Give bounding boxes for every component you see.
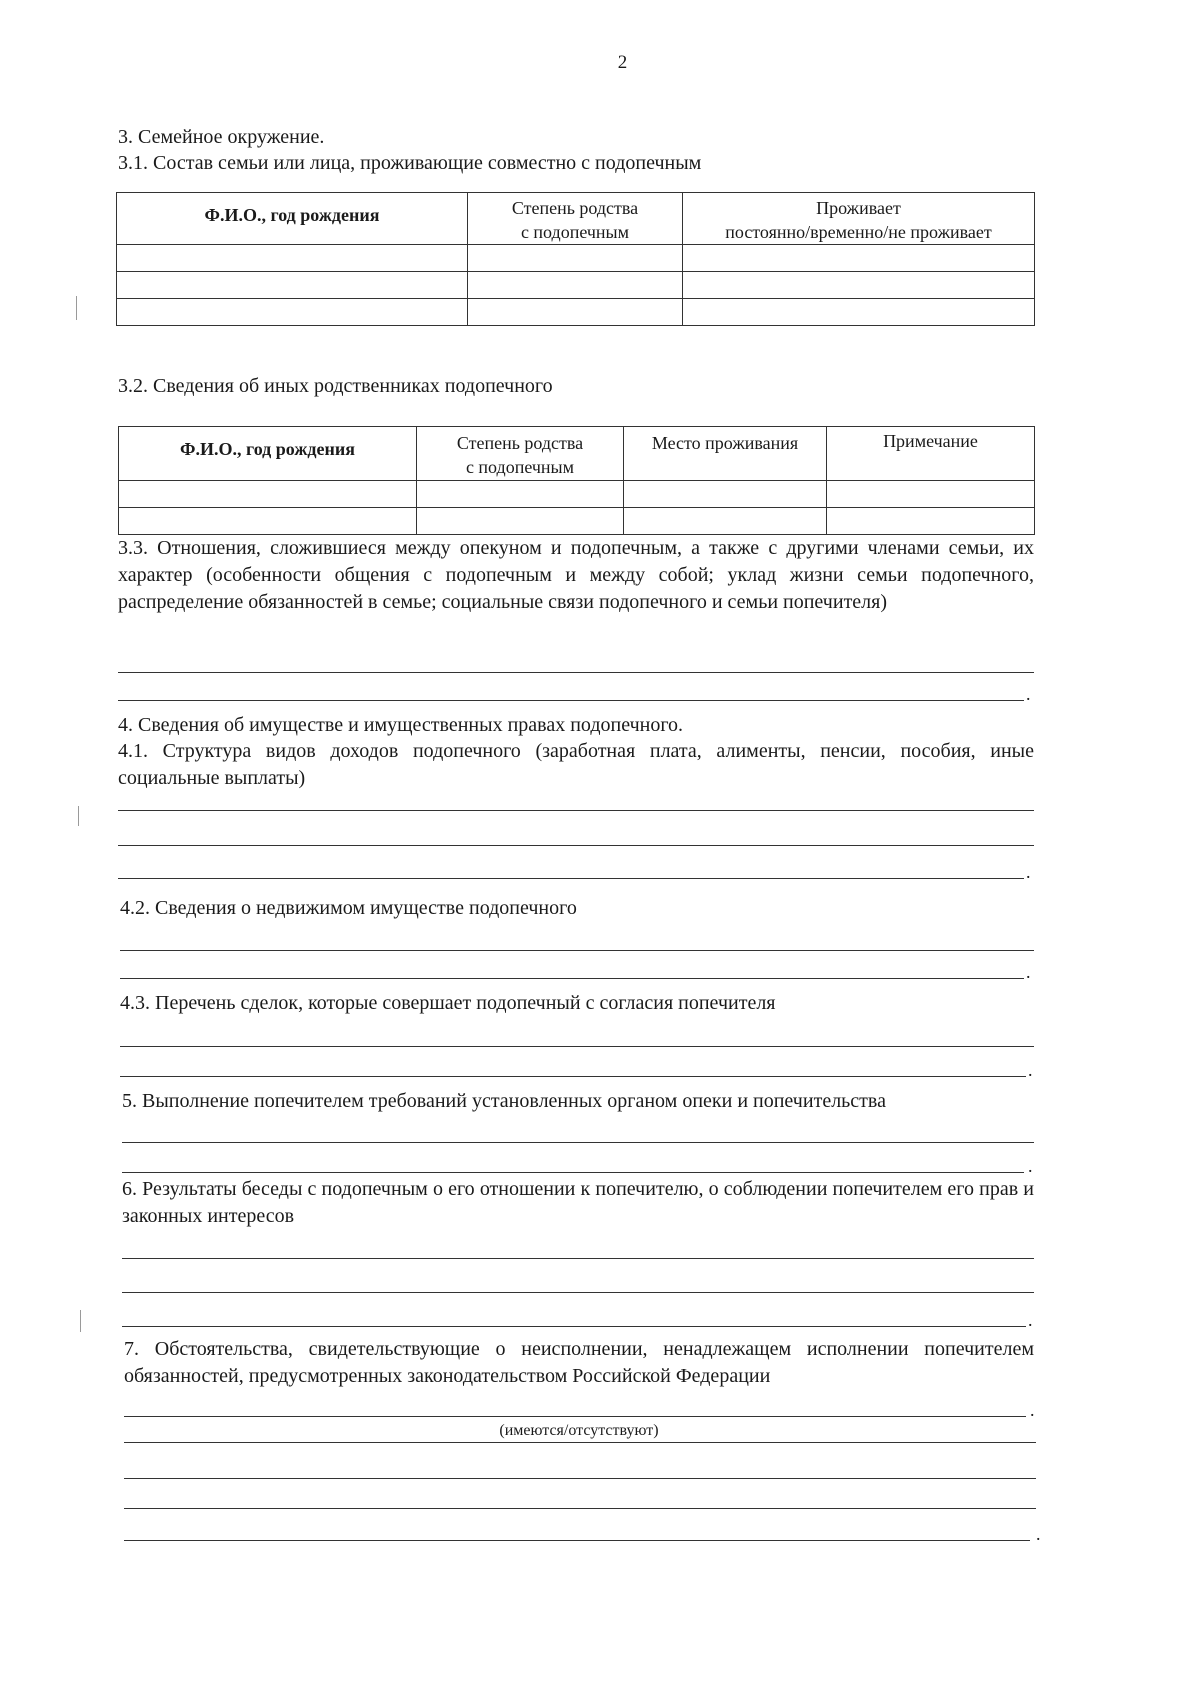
answer-line[interactable] bbox=[122, 1172, 1024, 1173]
table1-header-relation: Степень родства с подопечным bbox=[468, 193, 683, 245]
answer-line[interactable] bbox=[124, 1416, 1026, 1417]
section-3-1-title: 3.1. Состав семьи или лица, проживающие совместно с подопечным bbox=[118, 152, 702, 174]
table2-header-address: Место проживания bbox=[624, 427, 827, 481]
answer-line[interactable] bbox=[120, 978, 1024, 979]
table-cell[interactable] bbox=[417, 481, 624, 508]
answer-line[interactable] bbox=[118, 810, 1034, 811]
answer-line[interactable] bbox=[124, 1508, 1036, 1509]
table-cell[interactable] bbox=[683, 272, 1035, 299]
line-end-period: . bbox=[1026, 862, 1031, 882]
scan-mark bbox=[78, 806, 79, 826]
table-cell[interactable] bbox=[468, 245, 683, 272]
answer-line[interactable] bbox=[118, 845, 1034, 846]
answer-line[interactable] bbox=[118, 672, 1034, 673]
table2-header-name: Ф.И.О., год рождения bbox=[119, 427, 417, 481]
scan-mark bbox=[80, 1310, 81, 1332]
table-cell[interactable] bbox=[827, 481, 1035, 508]
section-4-3-title: 4.3. Перечень сделок, которые совершает подопечный с согласия попечителя bbox=[120, 992, 776, 1014]
table-cell[interactable] bbox=[117, 245, 468, 272]
answer-line[interactable] bbox=[122, 1292, 1034, 1293]
section-3-2-title: 3.2. Сведения об иных родственниках подопечного bbox=[118, 375, 553, 397]
table2-header-relation: Степень родства с подопечным bbox=[417, 427, 624, 481]
table-row bbox=[119, 508, 1035, 535]
section-7-text: 7. Обстоятельства, свидетельствующие о неисполнении, ненадлежащем исполнении попечителем обязанностей, предусмотренных законодательством Российской Федерации bbox=[124, 1338, 1034, 1387]
table-cell[interactable] bbox=[117, 299, 468, 326]
table-cell[interactable] bbox=[417, 508, 624, 535]
scan-mark bbox=[76, 296, 77, 320]
line-end-period: . bbox=[1026, 684, 1031, 704]
table-row bbox=[117, 272, 1035, 299]
table-cell[interactable] bbox=[827, 508, 1035, 535]
table-row bbox=[117, 299, 1035, 326]
table-cell[interactable] bbox=[624, 481, 827, 508]
section-4-2-title: 4.2. Сведения о недвижимом имуществе подопечного bbox=[120, 897, 577, 919]
answer-line[interactable] bbox=[120, 1046, 1034, 1047]
line-end-period: . bbox=[1028, 1156, 1033, 1176]
table-cell[interactable] bbox=[119, 481, 417, 508]
answer-line[interactable] bbox=[124, 1442, 1036, 1443]
answer-line[interactable] bbox=[118, 700, 1024, 701]
page-number: 2 bbox=[617, 52, 628, 73]
answer-line[interactable] bbox=[122, 1326, 1026, 1327]
answer-line[interactable] bbox=[118, 878, 1024, 879]
section-5-title: 5. Выполнение попечителем требований установленных органом опеки и попечительства bbox=[122, 1090, 886, 1112]
table2-header-note: Примечание bbox=[827, 427, 1035, 481]
section-3-3-text: 3.3. Отношения, сложившиеся между опекуном и подопечным, а также с другими членами семьи, их характер (особенности общения с подопечным и между собой; уклад жизни семьи подопечного, распределение обязанностей в семье; социальные связи подопечного и семьи попечителя) bbox=[118, 537, 1034, 613]
table-cell[interactable] bbox=[468, 272, 683, 299]
table-cell[interactable] bbox=[468, 299, 683, 326]
answer-line[interactable] bbox=[124, 1540, 1030, 1541]
table-cell[interactable] bbox=[683, 245, 1035, 272]
answer-line[interactable] bbox=[122, 1142, 1034, 1143]
line-end-period: . bbox=[1036, 1524, 1041, 1544]
table-cell[interactable] bbox=[624, 508, 827, 535]
section-4-1-text: 4.1. Структура видов доходов подопечного (заработная плата, алименты, пенсии, пособия, иные социальные выплаты) bbox=[118, 740, 1034, 789]
section-4-title: 4. Сведения об имуществе и имущественных правах подопечного. bbox=[118, 714, 684, 736]
table1-header-residence: Проживает постоянно/временно/не проживает bbox=[683, 193, 1035, 245]
table-row bbox=[119, 481, 1035, 508]
family-members-table bbox=[116, 192, 1035, 326]
answer-line[interactable] bbox=[122, 1258, 1034, 1259]
answer-line[interactable] bbox=[124, 1478, 1036, 1479]
table-cell[interactable] bbox=[117, 272, 468, 299]
line-end-period: . bbox=[1026, 962, 1031, 982]
table-cell[interactable] bbox=[683, 299, 1035, 326]
line-end-period: . bbox=[1028, 1310, 1033, 1330]
table-cell[interactable] bbox=[119, 508, 417, 535]
table1-header-name: Ф.И.О., год рождения bbox=[117, 193, 468, 245]
relatives-table bbox=[118, 426, 1035, 535]
line-end-period: . bbox=[1030, 1400, 1035, 1420]
section-7-hint: (имеются/отсутствуют) bbox=[499, 1422, 659, 1439]
section-3-title: 3. Семейное окружение. bbox=[118, 126, 325, 148]
line-end-period: . bbox=[1028, 1060, 1033, 1080]
table-row bbox=[117, 245, 1035, 272]
answer-line[interactable] bbox=[120, 1076, 1026, 1077]
section-6-text: 6. Результаты беседы с подопечным о его отношении к попечителю, о соблюдении попечителем его прав и законных интересов bbox=[122, 1178, 1034, 1227]
answer-line[interactable] bbox=[120, 950, 1034, 951]
